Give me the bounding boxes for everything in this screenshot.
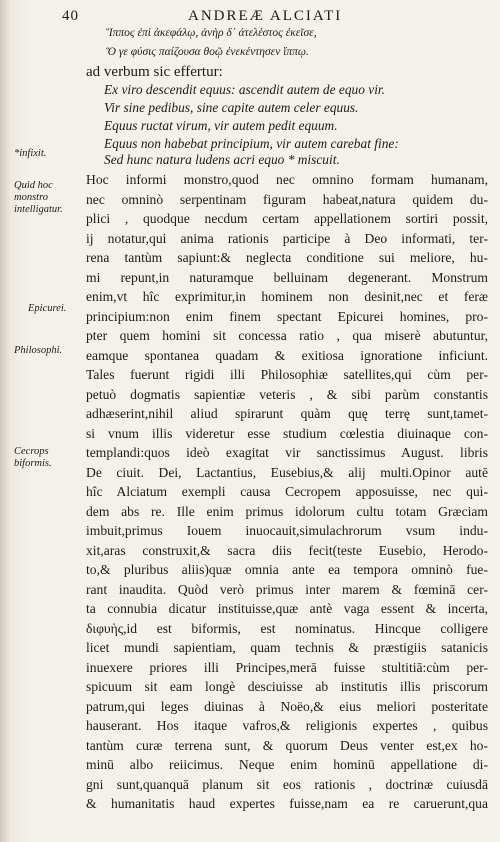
commentary-text [86,170,488,814]
text-line: eamque spontanea quadam & exitiosa ignoratione inficiunt. [86,347,488,363]
text-line: enim,vt hîc exprimitur,in hominem non desinit,nec et feræ [86,289,488,304]
text-line: imbuit,primus Iouem inuocauit,simulachrorum vsum indu- [86,523,488,538]
text-line: plici , quodque necdum certam appellationem sortiri possit, [86,211,488,226]
text-line: licet mundi sapientiam, quam technis & præstigiis satanicis [86,640,488,655]
text-line: to,& pluribus aliis)quæ omnia ante ea tempora omninò fue- [86,562,488,577]
latin-verse-line: Vir sine pedibus, sine capite autem celer equus. [104,100,359,115]
binding-gutter [0,0,10,842]
text-line: De ciuit. Dei, Lactantius, Eusebius,& alij multi.Opinor autē [86,464,488,480]
text-line: principium:non enim finem spectant Epicurei homines, pro- [86,308,488,324]
text-line: pter quem homini sit concessa ratio , qua miserè abutuntur, [86,328,488,343]
text-line: xit,aras construxit,& sacra diis fecit(teste Eusebio, Herodo- [86,542,488,558]
text-line: ij notatur,qui anima rationis participe à Deo informati, ter- [86,230,488,246]
margin-note: *infixit. [14,148,47,159]
text-line: rant inaudita. Quòd verò primus inter marem & fœminā cer- [86,581,488,597]
text-line: & humanitatis haud expertes fuisse,nam ea re caruerunt,qua [86,796,488,811]
margin-note: Cecrops biformis. [14,446,52,469]
text-line: inuexere priores illi Principes,merā fuisse stultitiā:cùm per- [86,659,488,675]
text-line: minū albo reiicimus. Neque enim hominū appellatione di- [86,757,488,772]
margin-note: Quid hoc monstro intelligatur. [14,180,63,215]
text-line: διφυὴς,id est biformis, est nominatus. Hincque colligere [86,620,488,636]
text-line: Tales fuerunt rigidi illi Philosophiæ satellites,qui cùm per- [86,367,488,382]
text-line: tantùm curæ terrena sunt, & quorum Deus venter est,ex ho- [86,737,488,753]
margin-note: Epicurei. [28,303,67,314]
text-line: spicuum sit eam longè desciuisse ab institutis illis priscorum [86,679,488,694]
margin-note: Philosophi. [14,345,63,356]
text-line: Hoc informi monstro,quod nec omnino formam humanam, [86,172,488,187]
text-line: patrum,qui leges diuinas à Noëo,& eius meliori posteritate [86,698,488,714]
text-line: ta connubia dicatur instituisse,quæ antè vaga essent & incerta, [86,601,488,616]
page-header [62,8,482,26]
text-line: mi repunt,in naturamque belluinam degenerant. Monstrum [86,269,488,285]
text-line: templandi:quos ideò exagitat vir sanctissimus August. libris [86,445,488,460]
text-line: dem abs re. Ille enim primus idolorum cultu totam Græciam [86,503,488,519]
text-line: petuò dogmatis sapientiæ veteris , & sibi parùm constantis [86,386,488,402]
text-line: hîc Alciatum exempli causa Cecropem apposuisse, nec quì- [86,484,488,499]
text-line: nec omninò serpentinam figuram habeat,natura quidem du- [86,191,488,207]
text-line: hauserant. Hos itaque vafros,& religionis expertes , quibus [86,718,488,733]
text-line: si vnum illis videretur esse studium cœlestia diuinaque con- [86,425,488,441]
text-line: rena tantùm sapiunt:& neglecta conditione sui meliore, hu- [86,250,488,265]
latin-verse-line: Ex viro descendit equus: ascendit autem de equo vir. [104,82,385,97]
running-title: ANDREÆ ALCIATI [188,8,343,24]
latin-verse-line: Sed hunc natura ludens acri equo * miscuit. [104,152,340,167]
latin-verse-line: Equus ructat virum, vir autem pedit equum. [104,118,338,133]
text-line: adhæserint,nihil aliud spirarunt quàm quę terrę sunt,tamet- [86,406,488,421]
translation-intro: ad verbum sic effertur: [86,64,223,80]
greek-verse-line: Ἵππος ἐπὶ ἀκεφάλῳ, ἀνὴρ δ᾽ ἀτελέστος ἐκεῖσε, [106,27,317,39]
latin-verse-line: Equus non habebat principium, vir autem carebat fine: [104,136,399,151]
page-number: 40 [62,8,79,24]
text-line: gni sunt,quanquā planum sit eos rationis , doctrinæ cuiusdā [86,776,488,792]
greek-verse-line: Ὅ γε φύσις παίζουσα θοῷ ἐνεκέντησεν ἵππῳ. [106,46,309,58]
